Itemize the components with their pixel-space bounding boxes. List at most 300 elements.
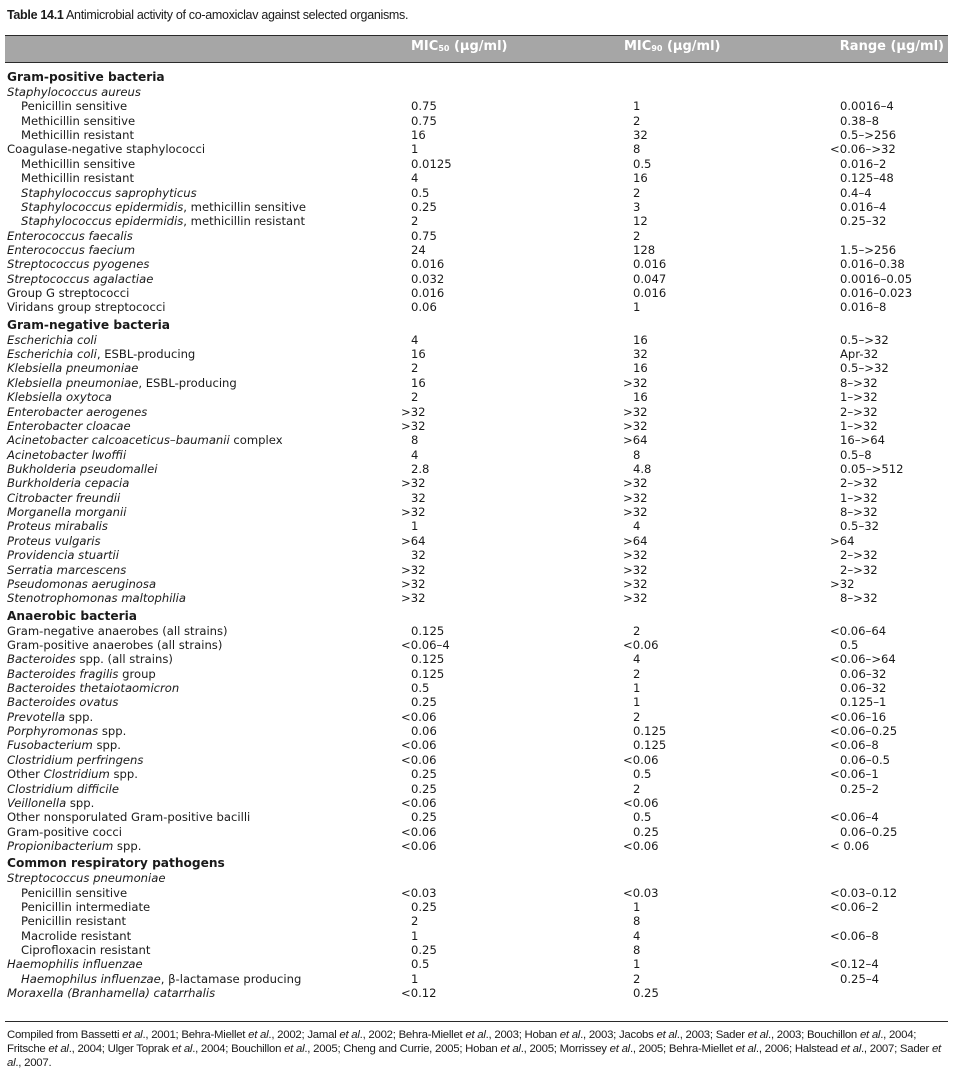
mic90-value: 32 [633, 128, 648, 143]
citation-etal: et al [465, 1029, 486, 1041]
table-row [0, 548, 973, 562]
mic90-value: 0.5 [633, 156, 652, 171]
mic50-value: 0.25 [411, 767, 437, 782]
organism-name [21, 943, 150, 957]
organism-name [7, 333, 97, 347]
organism-name [7, 257, 149, 271]
table-row [0, 738, 973, 752]
table-row [0, 114, 973, 128]
range-value: 2–>32 [840, 548, 878, 563]
mic50-value: 1 [411, 971, 419, 986]
organism-name-italic: Stenotrophomonas maltophilia [7, 591, 186, 606]
table-row [0, 272, 973, 286]
organism-name-italic: Clostridium [43, 767, 110, 782]
organism-name-italic: Fusobacterium [7, 738, 93, 753]
mic50-value: >32 [401, 562, 426, 577]
organism-name-italic: Bacteroides ovatus [7, 695, 119, 710]
organism-name [21, 214, 305, 228]
table-row [0, 505, 973, 519]
mic50-value: <0.06 [401, 838, 437, 853]
organism-name [7, 871, 165, 885]
table-bottom-rule [5, 1021, 948, 1022]
organism-name-text: , methicillin resistant [183, 214, 305, 229]
mic90-value: >32 [623, 591, 648, 606]
organism-name-italic: Staphylococcus epidermidis [21, 199, 184, 214]
mic50-value: 0.25 [411, 695, 437, 710]
mic90-value: 128 [633, 242, 656, 257]
mic50-value: 0.016 [411, 257, 445, 272]
mic50-value: >32 [401, 505, 426, 520]
mic50-value: 0.5 [411, 681, 430, 696]
mic90-value: >32 [623, 418, 648, 433]
range-value: 0.25–4 [840, 971, 879, 986]
mic50-value: 0.06 [411, 724, 437, 739]
organism-name-italic: Haemophilis influenzae [7, 957, 143, 972]
range-value: 0.016–0.38 [840, 257, 905, 272]
citation-text: ., 2007. [15, 1057, 52, 1069]
mic50-value: 16 [411, 347, 426, 362]
mic50-value: 0.25 [411, 943, 437, 958]
organism-name-italic: Klebsiella pneumoniae [7, 361, 139, 376]
mic50-value: 32 [411, 490, 426, 505]
citation-text: ., 2003; Sader [676, 1029, 748, 1041]
mic50-value: 0.125 [411, 666, 445, 681]
citation-text: ., 2007; Sader [860, 1043, 932, 1055]
mic50-value: 2.8 [411, 461, 430, 476]
organism-name-text: Gram-positive anaerobes (all strains) [7, 637, 223, 652]
organism-name [21, 900, 150, 914]
table-row [0, 652, 973, 666]
table-row [0, 986, 973, 1000]
table-row [0, 534, 973, 548]
organism-name [7, 563, 126, 577]
organism-name-italic: Staphylococcus aureus [7, 85, 141, 99]
table-row [0, 257, 973, 271]
range-value: 2–>32 [840, 476, 878, 491]
organism-name-text: , ESBL-producing [138, 375, 237, 390]
organism-name-italic: Proteus mirabalis [7, 519, 108, 534]
organism-name-text: Ciprofloxacin resistant [21, 943, 151, 958]
table-row [0, 886, 973, 900]
organism-name [7, 753, 143, 767]
mic50-value: 0.125 [411, 623, 445, 638]
range-value: 0.016–4 [840, 199, 887, 214]
range-value: 2–>32 [840, 404, 878, 419]
range-value: 8–>32 [840, 375, 878, 390]
organism-name [21, 128, 134, 142]
organism-name [7, 957, 143, 971]
organism-name-text: , ESBL-producing [96, 347, 196, 362]
organism-name-italic: Prevotella [7, 709, 66, 724]
range-value: 0.125–1 [840, 695, 887, 710]
organism-name-italic: Enterococcus faecalis [7, 228, 133, 243]
mic50-value: 0.25 [411, 781, 437, 796]
range-value: 0.06–0.25 [840, 824, 898, 839]
organism-name-italic: Acinetobacter lwoffii [7, 447, 127, 462]
organism-name-text: Other nonsporulated Gram-positive bacilli [7, 810, 251, 825]
citation-etal: et al [609, 1043, 630, 1055]
organism-name-text: Methicillin sensitive [21, 156, 136, 171]
mic90-value: >32 [623, 505, 648, 520]
mic50-value: <0.06 [401, 824, 437, 839]
citation-etal: et al [500, 1043, 521, 1055]
organism-name [7, 347, 195, 361]
range-value: <0.06–>64 [830, 652, 896, 667]
mic90-value: 2 [633, 971, 641, 986]
mic50-value: 0.75 [411, 113, 437, 128]
mic90-value: >32 [623, 404, 648, 419]
organism-name [7, 361, 138, 375]
citation-etal: et al [656, 1029, 677, 1041]
citation-etal: et al [248, 1029, 269, 1041]
mic50-value: 2 [411, 390, 419, 405]
range-value: <0.06–1 [830, 767, 879, 782]
table-row [0, 286, 973, 300]
range-value: 0.0016–4 [840, 99, 894, 114]
mic90-value: <0.06 [623, 637, 659, 652]
organism-name-italic: Acinetobacter calcoaceticus–baumanii [7, 433, 230, 448]
organism-name [7, 419, 131, 433]
organism-name-italic: Moraxella (Branhamella) catarrhalis [7, 986, 216, 1001]
organism-name [7, 505, 126, 519]
citation-text: ., 2004; Fritsche [7, 1029, 917, 1055]
organism-name-text: spp. [113, 838, 142, 853]
organism-name-italic: Clostridium perfringens [7, 752, 144, 767]
organism-name-text: Gram-negative anaerobes (all strains) [7, 623, 228, 638]
organism-name [7, 476, 129, 490]
table-row [0, 839, 973, 853]
mic90-value: 8 [633, 447, 641, 462]
organism-name [7, 142, 205, 156]
organism-name-italic: Bacteroides thetaiotaomicron [7, 681, 180, 696]
table-label: Table 14.1 [7, 8, 64, 22]
organism-name-italic: Providencia stuartii [7, 548, 119, 563]
range-value: 2–>32 [840, 562, 878, 577]
mic90-value: 8 [633, 943, 641, 958]
range-value: 8–>32 [840, 505, 878, 520]
citation-text: ., 2005; Cheng and Currie, 2005; Hoban [304, 1043, 501, 1055]
organism-name-italic: Staphylococcus epidermidis [21, 214, 184, 229]
mic50-value: 0.016 [411, 286, 445, 301]
organism-name [7, 272, 153, 286]
organism-name [21, 929, 131, 943]
mic90-value: 0.047 [633, 271, 667, 286]
citation-text: ., 2002; Jamal [268, 1029, 340, 1041]
table-row [0, 376, 973, 390]
organism-name-text: Penicillin sensitive [21, 99, 128, 114]
organism-name-text: Macrolide resistant [21, 928, 132, 943]
mic90-value: <0.06 [623, 838, 659, 853]
table-header [5, 35, 948, 63]
column-header-range: Range (µg/ml) [839, 39, 944, 54]
range-value: 1.5–>256 [840, 242, 897, 257]
mic50-value: <0.06 [401, 752, 437, 767]
mic90-value: >32 [623, 490, 648, 505]
organism-name [7, 710, 93, 724]
mic50-value: 0.032 [411, 271, 445, 286]
mic90-value: 0.25 [633, 986, 659, 1001]
range-value: 16–>64 [840, 433, 886, 448]
organism-name [21, 157, 135, 171]
organism-name [7, 810, 250, 824]
section-title: Gram-positive bacteria [7, 70, 165, 84]
range-value: 0.5–>32 [840, 332, 889, 347]
mic50-value: 2 [411, 914, 419, 929]
table-row [0, 186, 973, 200]
mic50-value: 2 [411, 361, 419, 376]
organism-name-text: spp. [109, 767, 138, 782]
range-value: 0.38–8 [840, 113, 879, 128]
organism-name-italic: Streptococcus agalactiae [7, 271, 154, 286]
organism-name [7, 534, 101, 548]
citation-etal: et al [171, 1043, 193, 1055]
organism-name-italic: Bacteroides fragilis [7, 666, 119, 681]
mic90-value: 8 [633, 914, 641, 929]
citation-text: ., 2006; Halstead [755, 1043, 841, 1055]
organism-name [7, 462, 157, 476]
organism-name-text: complex [229, 433, 283, 448]
table-row [0, 448, 973, 462]
table-body [0, 70, 973, 1001]
organism-name [7, 782, 119, 796]
table-row [0, 142, 973, 156]
organism-name-text: Gram-positive cocci [7, 824, 122, 839]
range-value: < 0.06 [830, 838, 870, 853]
table-row [0, 929, 973, 943]
organism-name [7, 243, 135, 257]
mic90-value: 0.5 [633, 767, 652, 782]
mic90-value: >64 [623, 433, 648, 448]
citation-text: ., 2004; Ulger Toprak [68, 1043, 172, 1055]
table-row [0, 810, 973, 824]
organism-name [7, 300, 165, 314]
citation-text: ., 2003; Jacobs [580, 1029, 657, 1041]
organism-name-italic: Klebsiella pneumoniae [7, 375, 139, 390]
mic90-value: 4.8 [633, 461, 652, 476]
organism-name [21, 171, 134, 185]
range-value: <0.06–16 [830, 709, 887, 724]
organism-name [7, 638, 222, 652]
organism-name [7, 519, 108, 533]
organism-name-italic: Porphyromonas [7, 724, 99, 739]
section-heading [0, 856, 973, 871]
mic50-value: 0.25 [411, 900, 437, 915]
mic50-value: <0.03 [401, 885, 437, 900]
mic90-value: 1 [633, 99, 641, 114]
table-row [0, 99, 973, 113]
organism-name [7, 448, 126, 462]
organism-name-text: Methicillin resistant [21, 171, 135, 186]
table-row [0, 724, 973, 738]
mic90-value: 0.5 [633, 810, 652, 825]
range-value: <0.06–8 [830, 928, 879, 943]
range-value: 0.06–32 [840, 666, 887, 681]
citation-etal: et al [735, 1043, 756, 1055]
table-row [0, 390, 973, 404]
citation-etal: et al [859, 1029, 881, 1041]
citation-text: ., 2003; Bouchillon [768, 1029, 860, 1041]
mic90-value: <0.03 [623, 885, 659, 900]
mic90-value: 0.016 [633, 257, 667, 272]
table-row [0, 405, 973, 419]
mic90-value: 16 [633, 171, 648, 186]
table-row [0, 796, 973, 810]
organism-name-italic: Enterobacter cloacae [7, 418, 131, 433]
citation-text: ., 2005; Behra-Miellet [629, 1043, 736, 1055]
organism-name-italic: Proteus vulgaris [7, 533, 101, 548]
mic50-value: 1 [411, 142, 419, 157]
mic90-value: 2 [633, 113, 641, 128]
citation-etal: et al [122, 1029, 143, 1041]
mic50-value: 4 [411, 332, 419, 347]
mic90-value: 1 [633, 681, 641, 696]
mic90-value: 2 [633, 185, 641, 200]
range-value: 0.5–8 [840, 447, 872, 462]
organism-name [7, 376, 237, 390]
mic90-value: 2 [633, 623, 641, 638]
mic90-value: 1 [633, 300, 641, 315]
table-row [0, 433, 973, 447]
organism-name-italic: Klebsiella oxytoca [7, 390, 112, 405]
organism-name-text: , β-lactamase producing [160, 971, 302, 986]
organism-name-italic: Streptococcus pyogenes [7, 257, 150, 272]
mic90-value: 16 [633, 332, 648, 347]
mic90-value: >32 [623, 476, 648, 491]
table-row [0, 695, 973, 709]
range-value: 8–>32 [840, 591, 878, 606]
organism-name-text: Penicillin resistant [21, 914, 127, 929]
table-row [0, 782, 973, 796]
mic90-value: 1 [633, 695, 641, 710]
table-row [0, 128, 973, 142]
organism-name-italic: Bacteroides [7, 652, 76, 667]
range-value: 1–>32 [840, 490, 878, 505]
table-row [0, 214, 973, 228]
range-value: 0.05–>512 [840, 461, 904, 476]
mic50-value: 16 [411, 128, 426, 143]
organism-name [7, 85, 141, 99]
organism-name-italic: Morganella morganii [7, 505, 127, 520]
mic50-value: >64 [401, 533, 426, 548]
mic50-value: <0.06 [401, 738, 437, 753]
organism-name [7, 624, 228, 638]
organism-name [21, 972, 301, 986]
mic90-value: >32 [623, 548, 648, 563]
organism-name [7, 839, 141, 853]
range-value: 0.25–2 [840, 781, 879, 796]
citation-text: ., 2001; Behra-Miellet [142, 1029, 249, 1041]
organism-name-text: group [118, 666, 156, 681]
table-footnote [7, 1028, 952, 1070]
range-value: >32 [830, 576, 855, 591]
organism-name-italic: Burkholderia cepacia [7, 476, 130, 491]
organism-name-text: Coagulase-negative staphylococci [7, 142, 206, 157]
mic90-value: 2 [633, 709, 641, 724]
organism-name-text: spp. [92, 738, 121, 753]
organism-name [21, 914, 126, 928]
range-value: <0.06–4 [830, 810, 879, 825]
table-row [0, 300, 973, 314]
organism-name-text: Penicillin sensitive [21, 885, 128, 900]
citation-etal: et al [7, 1043, 941, 1069]
organism-name [7, 491, 120, 505]
table-row [0, 563, 973, 577]
range-value: 0.25–32 [840, 214, 887, 229]
organism-name-italic: Staphylococcus saprophyticus [21, 185, 197, 200]
organism-name [7, 681, 179, 695]
citation-etal: et al [559, 1029, 581, 1041]
table-row [0, 229, 973, 243]
table-row [0, 476, 973, 490]
organism-name-text: spp. [66, 795, 95, 810]
section-heading [0, 609, 973, 624]
mic50-value: 8 [411, 433, 419, 448]
range-value: <0.06–2 [830, 900, 879, 915]
section-title: Common respiratory pathogens [7, 856, 225, 871]
table-row [0, 200, 973, 214]
table-row [0, 957, 973, 971]
organism-name-italic: Pseudomonas aeruginosa [7, 576, 157, 591]
organism-name-text: Methicillin resistant [21, 128, 135, 143]
organism-name-text: spp. [98, 724, 127, 739]
table-row [0, 767, 973, 781]
table-row [0, 157, 973, 171]
range-value: <0.12–4 [830, 957, 879, 972]
mic90-value: >32 [623, 562, 648, 577]
organism-name-italic: Citrobacter freundii [7, 490, 121, 505]
organism-name-italic: Haemophilus influenzae [21, 971, 161, 986]
mic50-value: 1 [411, 928, 419, 943]
organism-name-italic: Escherichia coli [7, 332, 97, 347]
table-row [0, 591, 973, 605]
range-value: 1–>32 [840, 390, 878, 405]
range-value: Apr-32 [840, 347, 879, 362]
range-value: 0.125–48 [840, 171, 894, 186]
section-title: Anaerobic bacteria [7, 608, 138, 623]
organism-name-text: Penicillin intermediate [21, 900, 151, 915]
range-value: 0.5 [840, 637, 859, 652]
table-row [0, 519, 973, 533]
citation-text: ., 2004; Bouchillon [192, 1043, 285, 1055]
mic90-value: <0.06 [623, 795, 659, 810]
range-value: 0.06–32 [840, 681, 887, 696]
mic50-value: 0.125 [411, 652, 445, 667]
organism-name [7, 286, 129, 300]
mic50-value: 0.25 [411, 199, 437, 214]
organism-name [7, 767, 138, 781]
table-row [0, 491, 973, 505]
table-row [0, 710, 973, 724]
range-value: 1–>32 [840, 418, 878, 433]
range-value: 0.016–2 [840, 156, 887, 171]
organism-name-text: , methicillin sensitive [183, 199, 307, 214]
citation-etal: et al [284, 1043, 305, 1055]
citation-text: Compiled from Bassetti [7, 1029, 123, 1041]
mic90-value: 4 [633, 519, 641, 534]
table-row [0, 972, 973, 986]
range-value: 0.016–8 [840, 300, 887, 315]
organism-name [7, 825, 122, 839]
organism-name [21, 886, 127, 900]
table-row [0, 900, 973, 914]
table-title: Antimicrobial activity of co-amoxiclav against selected organisms. [63, 8, 409, 22]
range-value: <0.03–0.12 [830, 885, 898, 900]
mic90-value: 0.125 [633, 738, 667, 753]
organism-name [21, 114, 135, 128]
mic50-value: >32 [401, 591, 426, 606]
range-value: <0.06–>32 [830, 142, 896, 157]
mic50-value: 16 [411, 375, 426, 390]
